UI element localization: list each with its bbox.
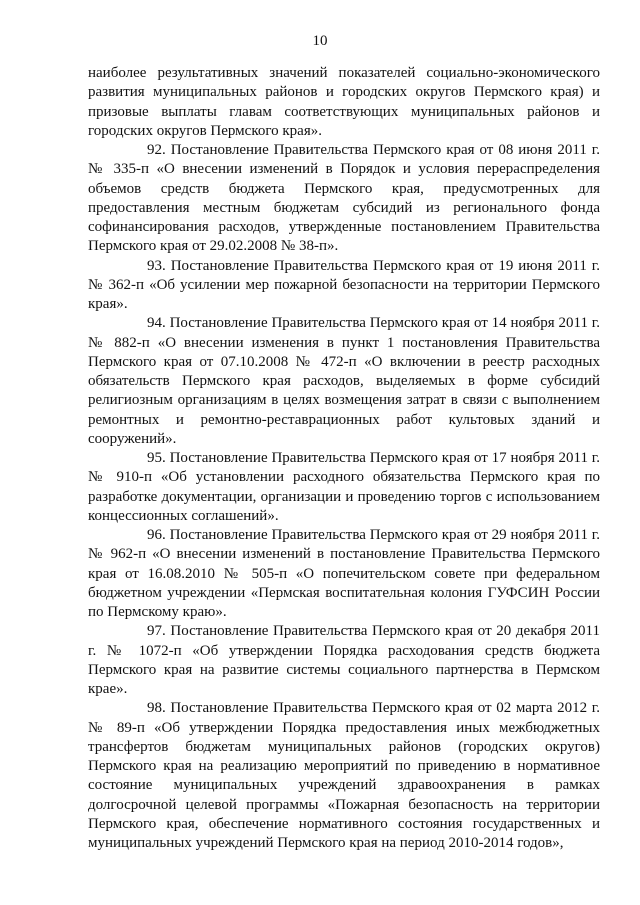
list-item-92: 92. Постановление Правительства Пермского края от 08 июня 2011 г. № 335-п «О внесении изменений в Порядок и условия перераспределения объемов средств бюджета Пермского края, предусмотренных для предоставления местным бюджетам субсидий из регионального фонда софинансирования расходов, утвержденные постановлением Правительства Пермского края от 29.02.2008 № 38-п». xyxy=(88,142,600,255)
list-item-96: 96. Постановление Правительства Пермского края от 29 ноября 2011 г. № 962-п «О внесении изменений в постановление Правительства Пермского края от 16.08.2010 № 505-п «О попечительском совете при федеральном бюджетном учреждении «Пермская воспитательная колония ГУФСИН России по Пермскому краю». xyxy=(88,527,600,620)
list-item-94: 94. Постановление Правительства Пермского края от 14 ноября 2011 г. № 882-п «О внесении изменения в пункт 1 постановления Правительства Пермского края от 07.10.2008 № 472-п «О включении в реестр расходных обязательств Пермского края расходов, выделяемых в форме субсидий религиозным организациям в целях возмещения затрат в связи с выполнением ремонтных и ремонтно-реставрационных работ культовых зданий и сооружений». xyxy=(88,315,600,447)
page-number: 10 xyxy=(312,33,328,49)
list-item-97: 97. Постановление Правительства Пермского края от 20 декабря 2011 г. № 1072-п «Об утверждении Порядка расходования средств бюджета Пермского края на развитие системы социального партнерства в Пермском крае». xyxy=(88,623,600,697)
list-item-95: 95. Постановление Правительства Пермского края от 17 ноября 2011 г. № 910-п «Об установлении расходного обязательства Пермского края по разработке документации, организации и проведению торгов с использованием концессионных соглашений». xyxy=(88,450,600,524)
list-item-98: 98. Постановление Правительства Пермского края от 02 марта 2012 г. № 89-п «Об утверждении Порядка предоставления иных межбюджетных трансфертов бюджетам муниципальных районов (городских округов) Пермского края на реализацию мероприятий по приведению в нормативное состояние муниципальных учреждений здравоохранения в рамках долгосрочной целевой программы «Пожарная безопасность на территории Пермского края, обеспечение нормативного состояния государственных и муниципальных учреждений Пермского края на период 2010-2014 годов», xyxy=(88,700,600,851)
paragraph-continuation: наиболее результативных значений показателей социально-экономического развития муниципальных районов и городских округов Пермского края) и призовые выплаты главам соответствующих муниципальных районов и городских округов Пермского края». xyxy=(88,65,600,139)
document-body xyxy=(88,64,600,853)
list-item-93: 93. Постановление Правительства Пермского края от 19 июня 2011 г. № 362-п «Об усилении мер пожарной безопасности на территории Пермского края». xyxy=(88,257,600,312)
